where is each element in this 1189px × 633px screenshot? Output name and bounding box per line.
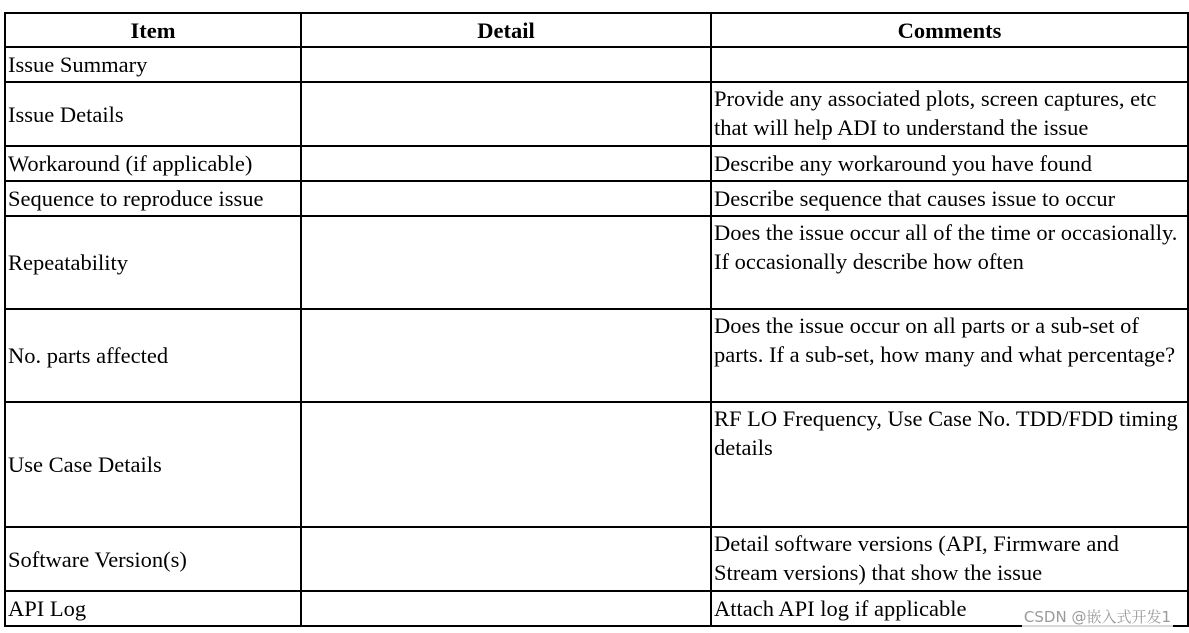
header-comments: Comments bbox=[711, 13, 1188, 47]
item-cell: Sequence to reproduce issue bbox=[5, 181, 301, 216]
table-row-issue-summary bbox=[5, 47, 1188, 82]
item-cell: API Log bbox=[5, 591, 301, 626]
detail-cell bbox=[301, 47, 711, 82]
item-cell: Software Version(s) bbox=[5, 527, 301, 591]
detail-cell bbox=[301, 309, 711, 402]
item-cell: Use Case Details bbox=[5, 402, 301, 527]
comments-cell bbox=[711, 47, 1188, 82]
item-cell: No. parts affected bbox=[5, 309, 301, 402]
table-row-api-log bbox=[5, 591, 1188, 626]
detail-cell bbox=[301, 181, 711, 216]
detail-cell bbox=[301, 402, 711, 527]
item-cell: Issue Summary bbox=[5, 47, 301, 82]
comments-cell: Does the issue occur on all parts or a sub-set of parts. If a sub-set, how many and what percentage? bbox=[711, 309, 1188, 402]
table-row-parts-affected bbox=[5, 309, 1188, 402]
issue-report-table bbox=[4, 12, 1189, 627]
comments-cell: Describe any workaround you have found bbox=[711, 146, 1188, 181]
detail-cell bbox=[301, 216, 711, 309]
comments-cell: Does the issue occur all of the time or occasionally. If occasionally describe how often bbox=[711, 216, 1188, 309]
detail-cell bbox=[301, 527, 711, 591]
table-row-repeatability bbox=[5, 216, 1188, 309]
item-cell: Repeatability bbox=[5, 216, 301, 309]
table-row-workaround bbox=[5, 146, 1188, 181]
comments-cell: Detail software versions (API, Firmware and Stream versions) that show the issue bbox=[711, 527, 1188, 591]
table-row-sequence bbox=[5, 181, 1188, 216]
comments-cell: Provide any associated plots, screen captures, etc that will help ADI to understand the issue bbox=[711, 82, 1188, 146]
header-item: Item bbox=[5, 13, 301, 47]
item-cell: Issue Details bbox=[5, 82, 301, 146]
table-row-issue-details bbox=[5, 82, 1188, 146]
watermark-text: CSDN @嵌入式开发1 bbox=[1023, 608, 1171, 626]
detail-cell bbox=[301, 82, 711, 146]
header-detail: Detail bbox=[301, 13, 711, 47]
item-cell: Workaround (if applicable) bbox=[5, 146, 301, 181]
comments-cell: Describe sequence that causes issue to occur bbox=[711, 181, 1188, 216]
table-row-software-version bbox=[5, 527, 1188, 591]
comments-cell: Attach API log if applicable bbox=[711, 591, 1188, 626]
detail-cell bbox=[301, 146, 711, 181]
detail-cell bbox=[301, 591, 711, 626]
table-row-use-case bbox=[5, 402, 1188, 527]
table-header-row bbox=[5, 13, 1188, 47]
comments-cell: RF LO Frequency, Use Case No. TDD/FDD timing details bbox=[711, 402, 1188, 527]
